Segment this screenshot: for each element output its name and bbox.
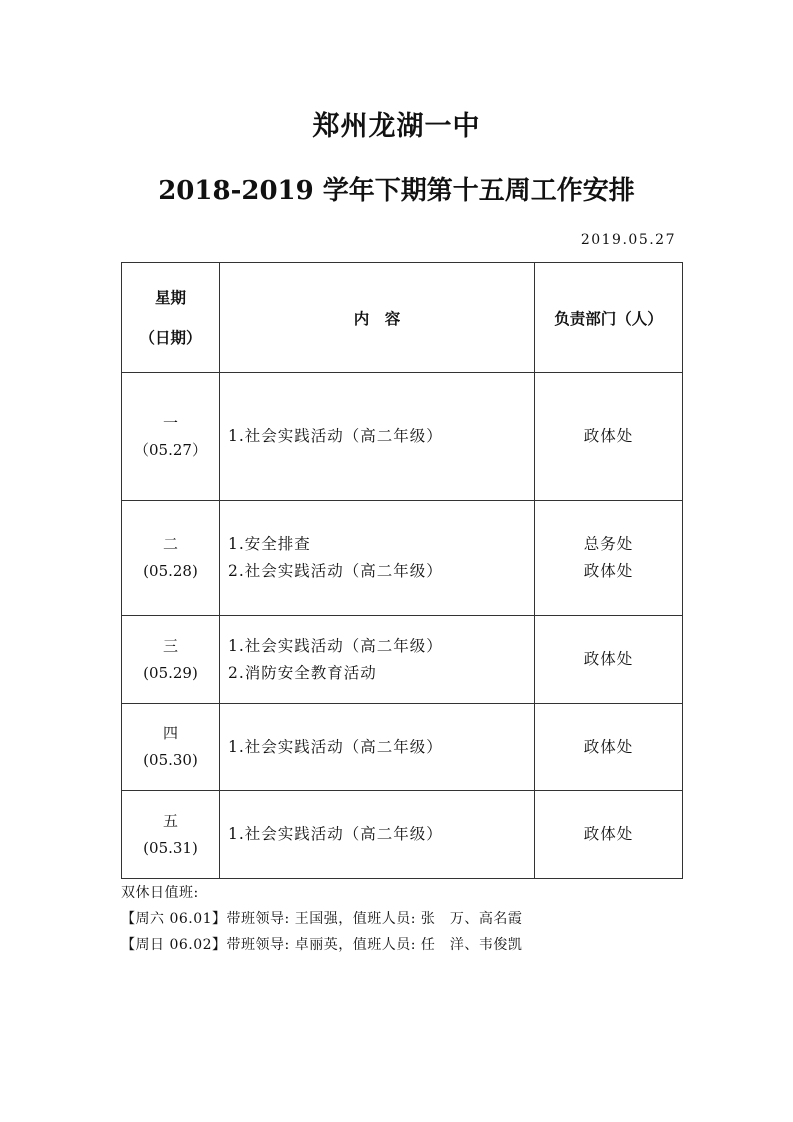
table-row	[122, 704, 683, 791]
dept-item: 政体处	[583, 562, 634, 580]
content-item: 1.社会实践活动（高二年级）	[228, 737, 443, 756]
content-item: 1.社会实践活动（高二年级）	[228, 825, 443, 843]
header-content: 内 容	[220, 263, 535, 373]
day-cell	[122, 616, 220, 704]
day-cell	[122, 501, 220, 616]
table-row	[122, 616, 683, 704]
dept-cell	[535, 704, 683, 791]
dept-cell	[535, 616, 683, 704]
content-cell	[220, 704, 535, 791]
content-item: 1.社会实践活动（高二年级）	[228, 427, 443, 445]
table-row	[122, 501, 683, 616]
date-text: (05.28)	[143, 562, 198, 580]
header-dept: 负责部门（人）	[535, 263, 683, 373]
weekday: 三	[162, 636, 178, 655]
duty-saturday: 【周六 06.01】带班领导: 王国强，值班人员: 张 万、高名霞	[121, 911, 523, 927]
weekday: 五	[162, 811, 178, 830]
date-text: (05.29)	[143, 663, 198, 682]
date-text: （05.27）	[134, 440, 207, 459]
content-cell	[220, 501, 535, 616]
page-title: 2018-2019 学年下期第十五周工作安排	[158, 176, 635, 206]
content-item: 1.安全排查	[228, 535, 311, 553]
weekday: 四	[162, 724, 178, 742]
date-text: (05.31)	[143, 838, 198, 857]
dept-item: 政体处	[583, 650, 634, 668]
table-row	[122, 373, 683, 501]
content-item: 2.消防安全教育活动	[228, 663, 377, 682]
content-cell	[220, 791, 535, 879]
header-date-label: （日期）	[139, 327, 202, 347]
weekend-duty	[121, 880, 522, 958]
dept-item: 政体处	[583, 427, 634, 445]
duty-title: 双休日值班:	[121, 885, 199, 901]
dept-item: 总务处	[583, 535, 634, 553]
table-header-row	[122, 263, 683, 373]
dept-cell	[535, 373, 683, 501]
weekday: 二	[162, 535, 178, 553]
weekday: 一	[162, 413, 178, 432]
schedule-table	[121, 262, 683, 879]
content-item: 2.社会实践活动（高二年级）	[228, 562, 443, 580]
header-day-label: 星期	[154, 287, 186, 307]
day-cell	[122, 791, 220, 879]
dept-item: 政体处	[583, 825, 634, 843]
day-cell	[122, 373, 220, 501]
table-row	[122, 791, 683, 879]
document-date: 2019.05.27	[580, 232, 676, 248]
content-item: 1.社会实践活动（高二年级）	[228, 636, 443, 655]
dept-cell	[535, 501, 683, 616]
duty-sunday: 【周日 06.02】带班领导: 卓丽英，值班人员: 任 洋、韦俊凯	[121, 937, 523, 953]
day-cell	[122, 704, 220, 791]
dept-cell	[535, 791, 683, 879]
header-day	[122, 263, 220, 373]
content-cell	[220, 373, 535, 501]
date-text: (05.30)	[143, 751, 198, 769]
content-cell	[220, 616, 535, 704]
school-title: 郑州龙湖一中	[312, 111, 481, 142]
dept-item: 政体处	[583, 737, 634, 756]
